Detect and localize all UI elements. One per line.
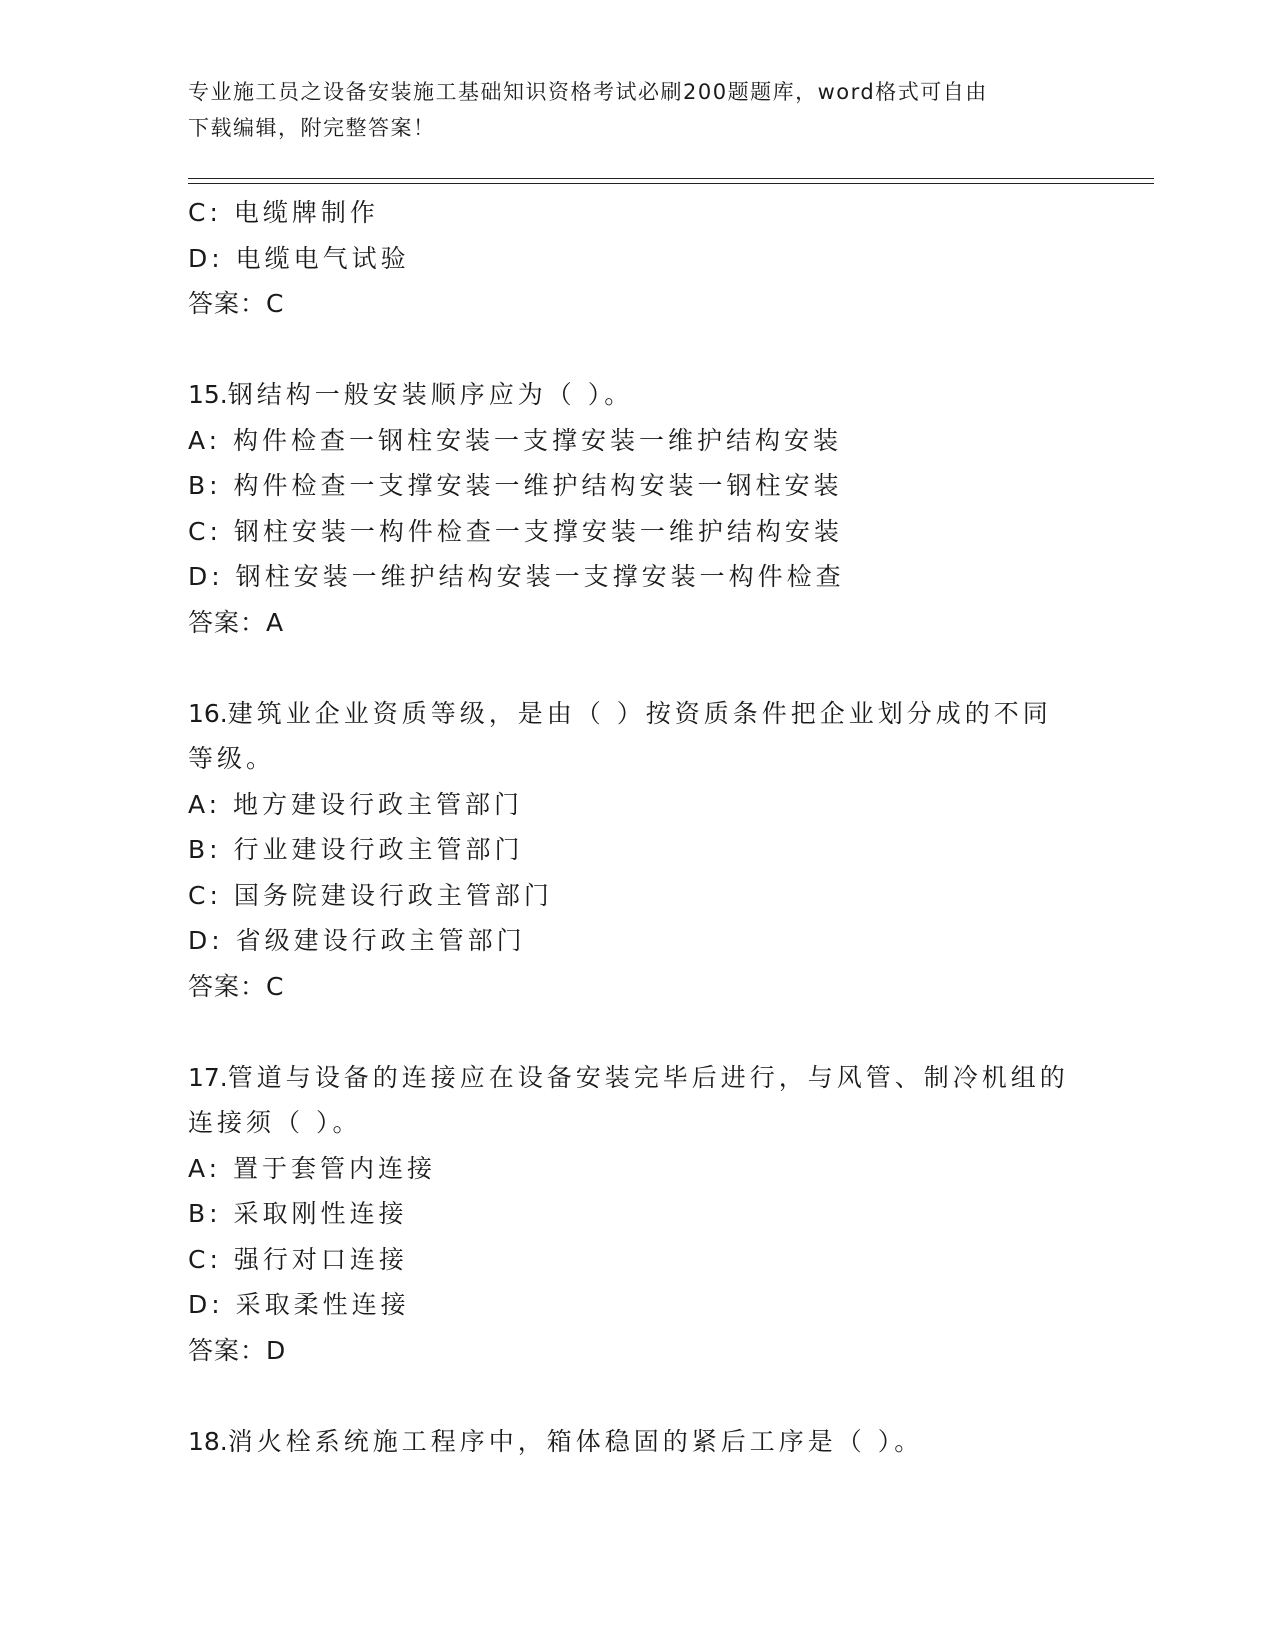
option-label: A: <box>188 789 222 819</box>
question-stem-text: 钢结构一般安装顺序应为（ ）。 <box>227 380 634 409</box>
spacer <box>188 1373 1088 1419</box>
option-line <box>188 1191 1088 1237</box>
question-number: 16. <box>188 698 228 728</box>
question-stem <box>188 1419 1088 1465</box>
option-text: 电缆电气试验 <box>235 243 410 273</box>
option-line <box>188 918 1088 964</box>
option-line <box>188 236 1088 282</box>
option-text: 省级建设行政主管部门 <box>235 926 526 955</box>
answer-line: 答案：C <box>188 289 285 318</box>
document-body <box>188 190 1088 1464</box>
question-number: 15. <box>188 380 228 409</box>
option-text: 地方建设行政主管部门 <box>233 789 524 819</box>
option-text: 钢柱安装一维护结构安装一支撑安装一构件检查 <box>235 562 845 591</box>
spacer <box>188 327 1088 373</box>
option-line <box>188 418 1088 464</box>
answer-line: 答案：C <box>188 971 285 1001</box>
option-text: 电缆牌制作 <box>233 198 379 227</box>
option-text: 行业建设行政主管部门 <box>233 835 524 864</box>
question-stem <box>188 372 1088 418</box>
header-rule-bottom <box>188 183 1154 184</box>
header-line-1: 专业施工员之设备安装施工基础知识资格考试必刷200题题库，word格式可自由 <box>188 80 988 104</box>
option-text: 国务院建设行政主管部门 <box>233 880 553 910</box>
option-text: 采取柔性连接 <box>235 1290 410 1319</box>
option-line <box>188 554 1088 600</box>
option-text: 构件检查一支撑安装一维护结构安装一钢柱安装 <box>233 471 843 500</box>
option-line <box>188 1237 1088 1283</box>
option-line <box>188 190 1088 236</box>
option-text: 构件检查一钢柱安装一支撑安装一维护结构安装 <box>233 425 843 455</box>
document-header <box>188 74 1088 146</box>
question-stem-text: 建筑业企业资质等级，是由（ ）按资质条件把企业划分成的不同 <box>227 698 1052 728</box>
option-label: C: <box>188 880 222 910</box>
option-label: D: <box>188 926 224 955</box>
option-label: D: <box>188 562 224 591</box>
option-line <box>188 873 1088 919</box>
option-label: B: <box>188 835 222 864</box>
option-text: 钢柱安装一构件检查一支撑安装一维护结构安装 <box>233 516 843 546</box>
option-text: 置于套管内连接 <box>233 1153 437 1183</box>
option-label: C: <box>188 1244 222 1274</box>
option-label: A: <box>188 425 222 455</box>
option-label: B: <box>188 471 222 500</box>
option-text: 强行对口连接 <box>233 1244 408 1274</box>
answer-line: 答案：A <box>188 607 285 637</box>
option-line <box>188 782 1088 828</box>
question-stem <box>188 1055 1088 1101</box>
question-stem-continuation: 连接须（ ）。 <box>188 1108 362 1137</box>
option-text: 采取刚性连接 <box>233 1199 408 1228</box>
option-line <box>188 1146 1088 1192</box>
option-line <box>188 463 1088 509</box>
option-label: A: <box>188 1153 222 1183</box>
spacer <box>188 645 1088 691</box>
question-stem-text: 消火栓系统施工程序中，箱体稳固的紧后工序是（ ）。 <box>227 1426 924 1456</box>
option-line <box>188 827 1088 873</box>
question-stem-text: 管道与设备的连接应在设备安装完毕后进行，与风管、制冷机组的 <box>227 1062 1069 1092</box>
question-number: 17. <box>188 1062 228 1092</box>
option-label: B: <box>188 1199 222 1228</box>
question-stem-continuation: 等级。 <box>188 744 276 773</box>
question-number: 18. <box>188 1426 228 1456</box>
header-line-2: 下载编辑，附完整答案！ <box>188 116 436 140</box>
option-line <box>188 1282 1088 1328</box>
spacer <box>188 1009 1088 1055</box>
option-label: C: <box>188 516 222 546</box>
option-label: D: <box>188 243 224 273</box>
answer-line: 答案：D <box>188 1335 287 1365</box>
header-rule-top <box>188 178 1154 179</box>
question-stem <box>188 691 1088 737</box>
option-label: D: <box>188 1290 224 1319</box>
option-label: C: <box>188 198 222 227</box>
option-line <box>188 509 1088 555</box>
